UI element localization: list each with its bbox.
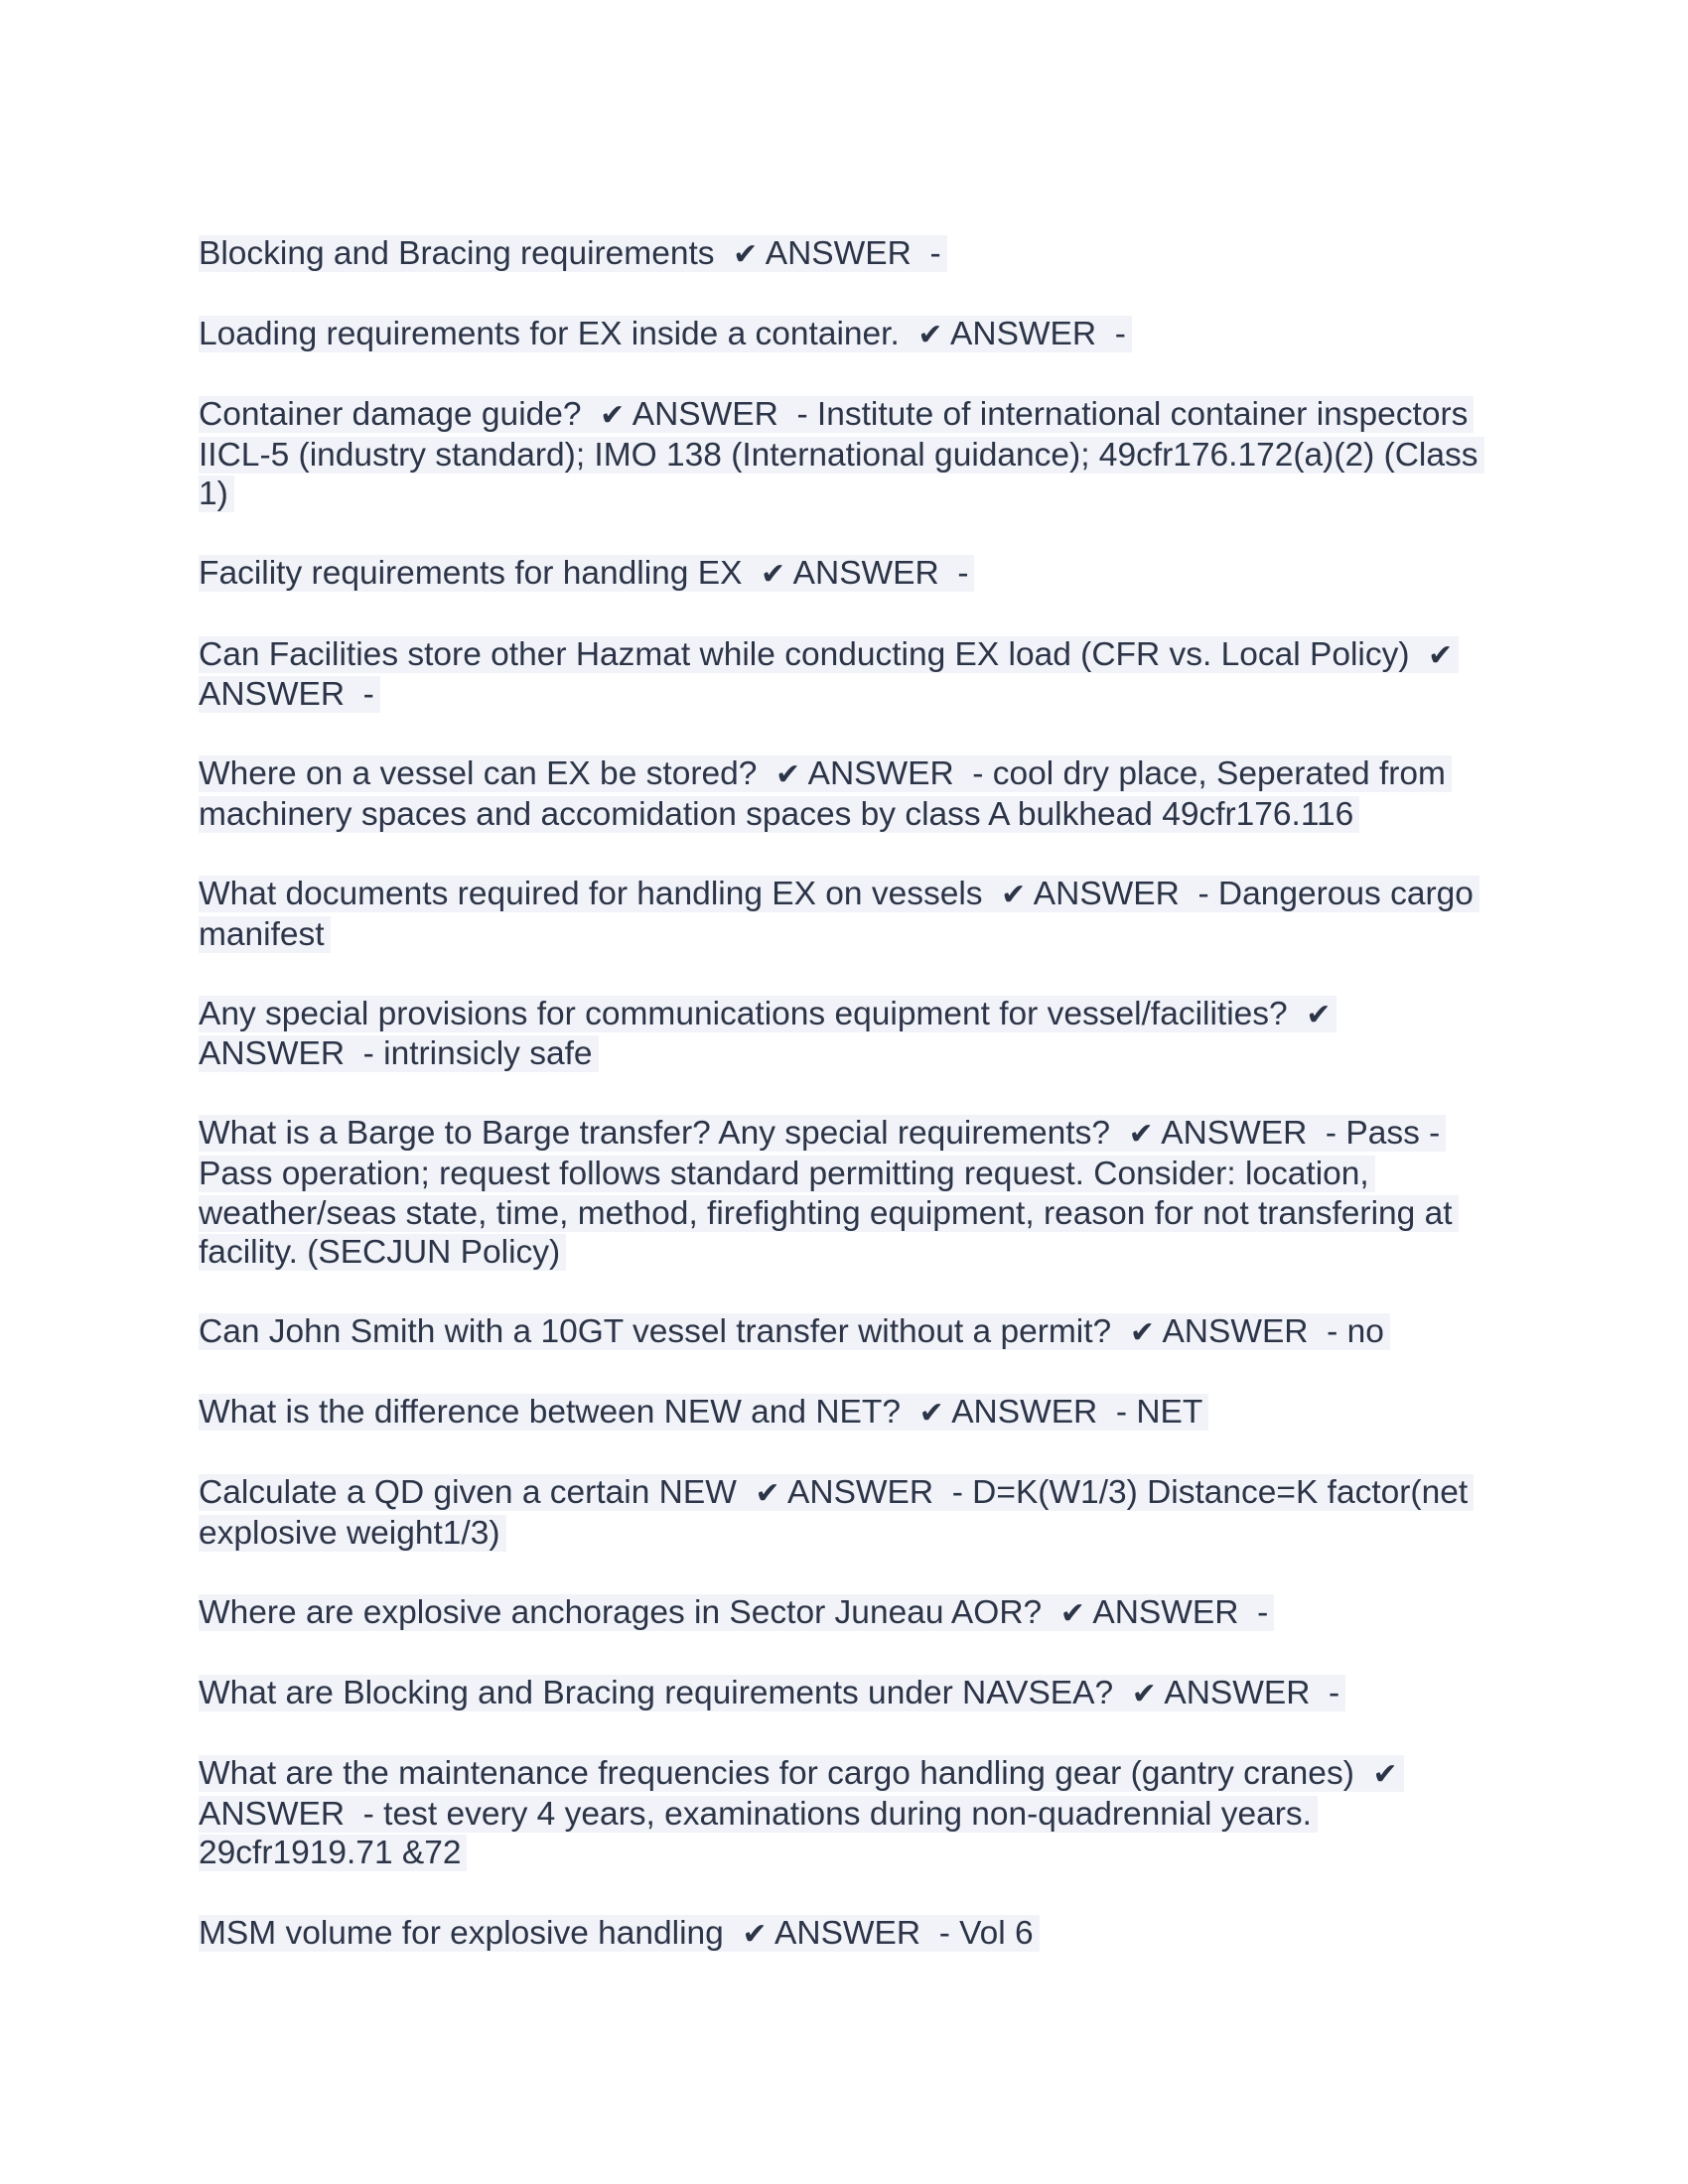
- answer-label: ANSWER: [774, 1914, 921, 1952]
- qa-highlight: [199, 1594, 1274, 1631]
- check-icon: ✔: [775, 757, 801, 793]
- answer-label: ANSWER: [1092, 1594, 1239, 1632]
- qa-item: [199, 1312, 1489, 1353]
- question-text: Facility requirements for handling EX: [199, 555, 743, 593]
- qa-highlight: [199, 396, 1484, 512]
- answer-label: ANSWER: [807, 755, 954, 793]
- check-icon: ✔: [733, 237, 759, 272]
- answer-text: - cool dry place, Seperated from machinery spaces and accomidation spaces by class A bulkhead 49cfr176.116: [199, 755, 1446, 833]
- answer-label: ANSWER: [199, 676, 346, 714]
- qa-item: [199, 234, 1489, 275]
- question-text: Blocking and Bracing requirements: [199, 235, 715, 272]
- answer-text: - test every 4 years, examinations during non-quadrennial years. 29cfr1919.71 &72: [199, 1795, 1312, 1872]
- question-text: What documents required for handling EX on vessels: [199, 875, 983, 912]
- answer-text: -: [957, 555, 969, 593]
- answer-text: -: [362, 676, 374, 714]
- answer-label: ANSWER: [765, 235, 912, 272]
- check-icon: ✔: [1129, 1315, 1155, 1351]
- question-text: Can Facilities store other Hazmat while conducting EX load (CFR vs. Local Policy): [199, 635, 1410, 673]
- qa-item: [199, 754, 1489, 834]
- qa-highlight: [199, 555, 974, 592]
- question-text: What is a Barge to Barge transfer? Any special requirements?: [199, 1115, 1110, 1153]
- qa-item: [199, 1914, 1489, 1955]
- check-icon: ✔: [742, 1916, 768, 1952]
- question-text: What are Blocking and Bracing requirements under NAVSEA?: [199, 1675, 1114, 1712]
- answer-label: ANSWER: [787, 1474, 934, 1512]
- answer-label: ANSWER: [632, 396, 778, 434]
- qa-item: [199, 395, 1489, 514]
- answer-label: ANSWER: [1161, 1115, 1308, 1153]
- qa-highlight: [199, 996, 1336, 1073]
- qa-item: [199, 1674, 1489, 1714]
- check-icon: ✔: [1372, 1757, 1398, 1793]
- answer-text: -: [1329, 1675, 1340, 1712]
- qa-highlight: [199, 876, 1479, 953]
- question-text: What are the maintenance frequencies for cargo handling gear (gantry cranes): [199, 1755, 1354, 1793]
- check-icon: ✔: [1306, 997, 1332, 1032]
- answer-text: -: [1114, 316, 1126, 353]
- qa-highlight: [199, 755, 1452, 833]
- check-icon: ✔: [1128, 1117, 1154, 1153]
- qa-highlight: [199, 1313, 1390, 1350]
- check-icon: ✔: [761, 557, 786, 593]
- qa-highlight: [199, 1915, 1040, 1952]
- qa-highlight: [199, 1115, 1459, 1271]
- answer-text: -: [1257, 1594, 1269, 1632]
- qa-item: [199, 554, 1489, 595]
- question-text: Calculate a QD given a certain NEW: [199, 1474, 737, 1512]
- question-text: What is the difference between NEW and NET?: [199, 1394, 901, 1432]
- qa-item: [199, 1114, 1489, 1272]
- qa-highlight: [199, 1394, 1208, 1431]
- question-text: Can John Smith with a 10GT vessel transfer without a permit?: [199, 1313, 1112, 1351]
- qa-item: [199, 1393, 1489, 1433]
- answer-text: - Dangerous cargo manifest: [199, 875, 1474, 953]
- qa-item: [199, 635, 1489, 715]
- answer-label: ANSWER: [1033, 875, 1180, 912]
- answer-label: ANSWER: [1164, 1675, 1311, 1712]
- question-text: Where on a vessel can EX be stored?: [199, 755, 758, 793]
- answer-text: - Pass - Pass operation; request follows standard permitting request. Consider: location, weather/seas state, time, method, firefighting equipment, reason for not transfering at facility. (SECJUN Policy): [199, 1115, 1453, 1272]
- check-icon: ✔: [600, 398, 626, 434]
- qa-highlight: [199, 1755, 1404, 1871]
- answer-label: ANSWER: [951, 1394, 1098, 1432]
- answer-label: ANSWER: [1162, 1313, 1309, 1351]
- check-icon: ✔: [1428, 637, 1454, 673]
- check-icon: ✔: [1059, 1596, 1085, 1632]
- answer-text: - D=K(W1/3) Distance=K factor(net explosive weight1/3): [199, 1474, 1469, 1552]
- question-text: MSM volume for explosive handling: [199, 1914, 724, 1952]
- qa-item: [199, 995, 1489, 1074]
- answer-label: ANSWER: [792, 555, 939, 593]
- answer-text: - no: [1327, 1313, 1384, 1351]
- answer-text: - intrinsicly safe: [362, 1035, 593, 1073]
- answer-text: - Vol 6: [938, 1914, 1034, 1952]
- check-icon: ✔: [755, 1476, 780, 1512]
- answer-label: ANSWER: [199, 1035, 346, 1073]
- qa-item: [199, 1473, 1489, 1553]
- answer-text: - NET: [1115, 1394, 1203, 1432]
- check-icon: ✔: [1131, 1677, 1157, 1712]
- check-icon: ✔: [1001, 877, 1027, 912]
- question-text: Where are explosive anchorages in Sector Juneau AOR?: [199, 1594, 1043, 1632]
- question-text: Container damage guide?: [199, 396, 582, 434]
- check-icon: ✔: [918, 1396, 944, 1432]
- qa-item: [199, 1754, 1489, 1873]
- qa-item: [199, 1593, 1489, 1634]
- qa-highlight: [199, 1675, 1345, 1711]
- qa-item: [199, 315, 1489, 355]
- qa-highlight: [199, 235, 947, 272]
- answer-label: ANSWER: [950, 316, 1097, 353]
- answer-text: -: [929, 235, 941, 272]
- qa-highlight: [199, 316, 1132, 352]
- qa-item: [199, 875, 1489, 954]
- check-icon: ✔: [917, 318, 943, 353]
- question-text: Loading requirements for EX inside a container.: [199, 316, 900, 353]
- qa-highlight: [199, 1474, 1474, 1552]
- qa-highlight: [199, 636, 1459, 714]
- answer-label: ANSWER: [199, 1795, 346, 1833]
- question-text: Any special provisions for communications equipment for vessel/facilities?: [199, 995, 1288, 1032]
- answer-text: - Institute of international container inspectors IICL-5 (industry standard); IMO 138 (International guidance); 49cfr176.172(a)(2) (Class 1): [199, 396, 1478, 513]
- qa-list: [199, 234, 1489, 1994]
